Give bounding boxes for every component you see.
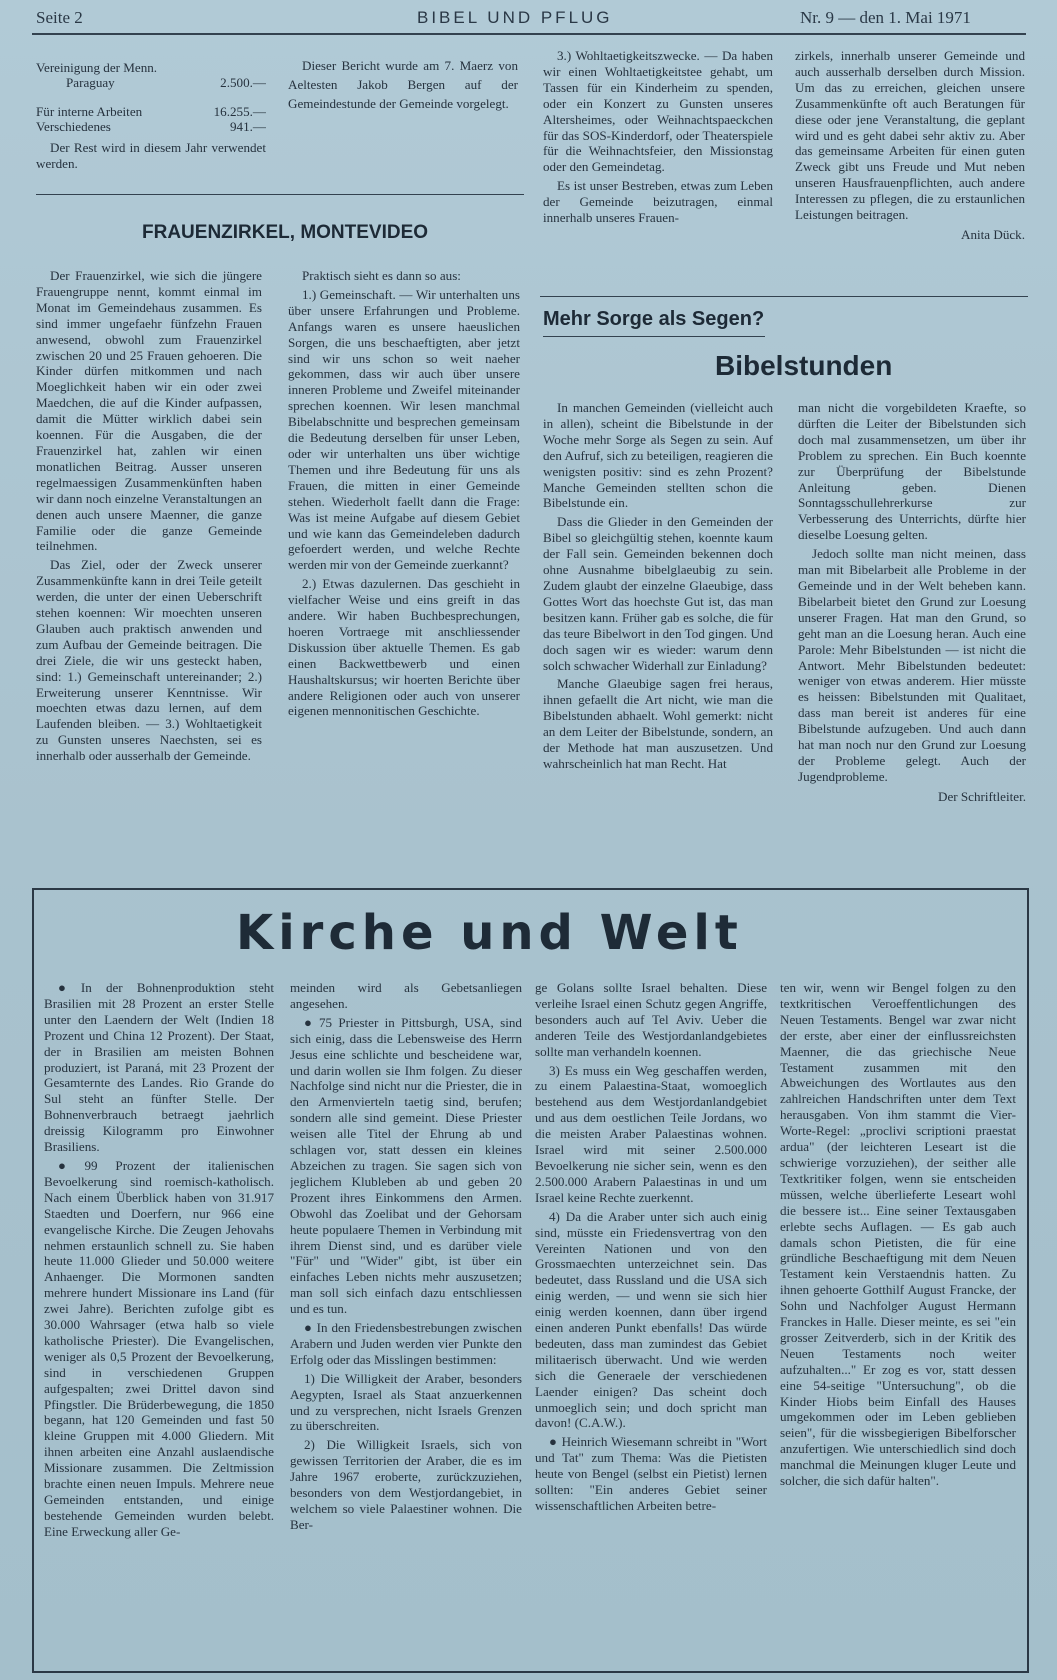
bibelstunden-heading: Bibelstunden [715,350,893,381]
issue-date: Nr. 9 — den 1. Mai 1971 [800,8,971,27]
sorge-column-2: man nicht die vorgebildeten Kraefte, so dürften die Leiter der Bibelstunden sich doch mal zusammensetzen, um über ihr Problem zu sprechen. Ein Buch koennte zur Überprüfung der Bibelstunde Anleitung geben. Dienen Sonntagsschullehrerkurse zur Verbesserung des Unterrichts, dürfte hier dieselbe Loesung gelten. Jedoch sollte man nicht meinen, dass man mit Bibelarbeit alle Probleme in der Gemeinde und in der Welt beheben kann. Bibelarbeit bietet den Grund zur Loesung unserer Fragen. Hat man den Grund, so geht man an die Loesung heran. Auch eine Parole: Mehr Bibelstunden — ist nicht die Antwort. Mehr Bibelstunden bedeutet: weniger von etwas anderem. Hier müsste es heissen: Bibelstunden mit Qualitaet, dass man bereit ist anderes für eine Bibelstunde aufzugeben. Und auch dann hat man noch nur den Grund zur Loesung der Probleme gelegt. Auch der Jugendprobleme. Der Schriftleiter. [798,400,1026,804]
frauenzirkel-column-1: Der Frauenzirkel, wie sich die jüngere Frauengruppe nennt, kommt einmal im Monat im Gemeindehaus zusammen. Es sind immer ungefaehr fünfzehn Frauen anwesend, obwohl zum Frauenzirkel zwischen 20 und 25 Frauen gehoeren. Die Kinder dürfen mitkommen und nach Moeglichkeit haben wir ein oder zwei Maedchen, die auf die Kinder aufpassen, damit die Mütter wirklich dabei sein koennen. Für die Ausgaben, die der Frauenzirkel hat, zahlen wir einen monatlichen Beitrag. Ausser unseren regelmaessigen Zusammenkünften haben wir dann noch einzelne Veranstaltungen an denen auch unsere Maenner, die ganze Familie oder die ganze Gemeinde teilnehmen. Das Ziel, oder der Zweck unserer Zusammenkünfte kann in drei Teile geteilt werden, die unter der einen Ueberschrift stehen koennen: Wir moechten unseren Glauben auch praktisch anwenden und zum Aufbau der Gemeinde beitragen. Die drei Ziele, die wir uns gesteckt haben, sind: 1.) Gemeinschaft untereinander; 2.) Erweiterung unserer Kenntnisse. Wir moechten etwas dazu lernen, auf dem Laufenden bleiben. — 3.) Wohltaetigkeit zu Gunsten unseres Naechsten, sei es innerhalb oder ausserhalb der Gemeinde. [36,268,262,764]
editor-signature: Der Schriftleiter. [938,788,1026,804]
frauenzirkel-column-2: Praktisch sieht es dann so aus: 1.) Gemeinschaft. — Wir unterhalten uns über unsere Erfahrungen und Probleme. Anfangs waren es unsere haeuslichen Sorgen, die uns beschaeftigten, aber jetzt sind wir uns schon so weit naeher gekommen, dass wir auch über unsere inneren Probleme und Zweifel miteinander sprechen koennen. Wir lesen manchmal Bibelabschnitte und besprechen gemeinsam die Bedeutung derselben für unser Leben, oder wir unterhalten uns über wichtige Themen und ihre Bedeutung für uns als Frauen, die mitten in einer Gemeinde stehen. Wiederholt faellt dann die Frage: Was ist meine Aufgabe auf diesem Gebiet und wie kann das Gemeindeleben dadurch gefoerdert werden, und welche Rechte werden mir von der Gemeinde zuerkannt? 2.) Etwas dazulernen. Das geschieht in vielfacher Weise und eins greift in das andere. Wir haben Buchbesprechungen, hoeren Vortraege mit anschliessender Diskussion über aktuelle Themen. Es gab einen Backwettbewerb und einen Haushaltskursus; wir hoerten Berichte über andere Religionen oder auch von unserer eigenen mennonitischen Geschichte. [288,268,520,719]
kuw-column-4: ten wir, wenn wir Bengel folgen zu den textkritischen Veroeffentlichungen des Neuen Testaments. Bengel war zwar nicht der erste, aber einer der einflussreichsten Maenner, die das griechische Neue Testament zusammen mit den Abweichungen des Wortlautes aus den zahlreichen Handschriften unter dem Text herausgaben. Von ihm stammt die Vier-Worte-Regel: „proclivi scriptioni praestat ardua" (der leichteren Leseart ist die schwierige vorzuziehen), der seither alle Textkritiker folgen, wenn sie entscheiden müssen, welche überlieferte Leseart wohl die bessere ist... Eine seiner Textausgaben erlebte sechs Auflagen. — Es gab auch damals schon Pietisten, die für eine gründliche Beschaeftigung mit dem Neuen Testament kein Verstaendnis hatten. Zu ihnen gehoerte Gotthilf August Francke, der Sohn und Nachfolger August Hermann Franckes in Halle. Dieser meinte, es sei "ein grosser Zeitverderb, sich in der Kritik des Neuen Testaments noch weiter aufzuhalten..." Er zog es vor, statt dessen eine 54-seitige "Untersuchung", ob die Kinder Hiobs beim Einfall des Hauses umgekommen oder im Leben geblieben seien", für die wissbegierigen Bibelforscher anzufertigen. Wie unterschiedlich sind doch manchmal die Meinungen kluger Leute und solcher, die sich dafür halten". [780,980,1016,1489]
kuw-column-2: meinden wird als Gebetsanliegen angesehen. ● 75 Priester in Pittsburgh, USA, sind sich einig, dass die Lebensweise des Herrn Jesus eine schlichte und bescheidene war, und darin wollen sie Ihm folgen. Zu dieser Nachfolge sind nicht nur die Priester, die in den Armenvierteln taetig sind, berufen; sondern alle sind gemeint. Diese Priester weisen alle Titel der Ehrung ab und schlagen vor, statt dessen ein kleines Abzeichen zu tragen. Sie sagen sich von jeglichem Klubleben ab und geben 20 Prozent ihres Einkommens den Armen. Obwohl das Zoelibat und der Gehorsam heute populaere Themen in Verbindung mit ihrem Dienst sind, und es darüber viele "Für" und "Wider" gibt, ist über ein einfaches Leben nichts mehr auszusetzen; man soll sich einfach dazu entschliessen und es tun. ● In den Friedensbestrebungen zwischen Arabern und Juden werden vier Punkte den Erfolg oder das Misslingen bestimmen: 1) Die Willigkeit der Araber, besonders Aegypten, Israel als Staat anzuerkennen und zu versprechen, nicht Israels Grenzen zu überschreiten. 2) Die Willigkeit Israels, sich von gewissen Territorien der Araber, die es im Jahre 1967 eroberte, zurückzuziehen, besonders von dem Westjordangebiet, in welchem so viele Palaestiner wohnen. Die Ber- [290,980,522,1532]
finance-row: Für interne Arbeiten 16.255.— [36,104,266,119]
finance-row: Paraguay 2.500.— [66,75,266,90]
circle-continuation: zirkels, innerhalb unserer Gemeinde und auch ausserhalb derselben durch Mission. Um das zu erreichen, gleichen unsere Zusammenkünfte oft auch Beratungen für diese oder jene Veranstaltung, die geplant wird und es geht dabei sehr aktiv zu. Aber das gemeinsame Arbeiten für einen guten Zweck gibt uns Freude und Mut neben unseren Hausfrauenpflichten, auch andere Interessen zu pflegen, die zu erstaunlichen Leistungen beitragen. Anita Dück. [795,48,1025,242]
sorge-column-1: In manchen Gemeinden (vielleicht auch in allen), scheint die Bibelstunde in der Woche mehr Sorge als Segen zu sein. Auf den Aufruf, sich zu beteiligen, reagieren die wenigsten positiv: sind es zehn Prozent? Manche Gemeinden stellten schon die Bibelstunde ein. Dass die Glieder in den Gemeinden der Bibel so gleichgültig stehen, koennte kaum der Fall sein. Gemeinden bekennen doch ohne Ausnahme bibelglaeubig zu sein. Zudem glaubt der einzelne Glaeubige, dass Gottes Wort das hoechste Gut ist, das man besitzen kann. Früher gab es solche, die für das teure Bibelwort in den Tod gingen. Und doch sagen wir es wieder: warum denn solch schwacher Widerhall zur Einladung? Manche Glaeubige sagen frei heraus, ihnen gefaellt die Art nicht, wie man die Bibelstunden abhaelt. Wohl gemerkt: nicht an dem Leiter der Bibelstunde, sondern, an der Methode hat man auszusetzen. Und wahrscheinlich hat man Recht. Hat [543,400,773,771]
newspaper-title: BIBEL UND PFLUG [417,8,613,27]
heading-underline [543,336,765,337]
header-rule [32,33,1026,35]
bullet-icon: ● [304,1320,313,1336]
section-rule [540,296,1028,297]
bullet-icon: ● [304,1014,315,1030]
frauenzirkel-heading: FRAUENZIRKEL, MONTEVIDEO [142,222,429,243]
finance-block [36,60,266,185]
charity-continuation: 3.) Wohltaetigkeitszwecke. — Da haben wir einen Wohltaetigkeitstee gehabt, um Tassen für ein Kinderheim zu spenden, oder ein Konzert zu Gunsten unseres Altersheimes, oder Weihnachtspaeckchen für das SOS-Kinderdorf, oder Theaterspiele für die Weihnachtsfeier, den Missionstag oder den Gemeindetag. Es ist unser Bestreben, etwas zum Leben der Gemeinde beizutragen, einmal innerhalb unseres Frauen- [543,48,773,226]
finance-row: Vereinigung der Menn. [36,60,158,75]
bullet-icon: ● [549,1434,558,1450]
bullet-icon: ● [58,1157,81,1173]
bullet-icon: ● [58,980,77,995]
kuw-column-1: ● In der Bohnenproduktion steht Brasilien mit 28 Prozent an erster Stelle unter den Laendern der Welt (Indien 18 Prozent und China 12 Prozent). Der Staat, der in Brasilien am meisten Bohnen produziert, ist Paraná, mit 23 Prozent der Gesamternte des Landes. Rio Grande do Sul steht an fünfter Stelle. Der Bohnenverbrauch betraegt jaehrlich dreissig Kilogramm pro Einwohner Brasiliens. ● 99 Prozent der italienischen Bevoelkerung sind roemisch-katholisch. Nach einem Überblick haben von 31.917 Staedten und Doerfern, nur 966 eine evangelische Kirche. Die Zeugen Jehovahs nehmen erstaunlich schnell zu. Sie haben heute 11.000 Glieder und 50.000 weitere Anhaenger. Die Mormonen sandten mehrere hundert Missionare ins Land (für zwei Jahre). Berichten zufolge gibt es 30.000 Wahrsager (etwa halb so viele katholische Priester). Die Evangelischen, weniger als 0,5 Prozent der Bevoelkerung, sind in verschiedenen Gruppen aufgespalten; zwei Drittel davon sind Pfingstler. Die Brüderbewegung, die 1850 begann, hat 120 Gemeinden und fast 50 kleine Gruppen mit 4.000 Gliedern. Mit ihnen arbeiten eine Anzahl auslaendische Missionare zusammen. Die Zeltmission brachte einen neuen Impuls. Mehrere neue Gemeinden entstanden, und einige bestehende Gemeinden wurden belebt. Eine Erweckung aller Ge- [44,980,274,1539]
finance-rest-text: Der Rest wird in diesem Jahr verwendet werden. [36,140,266,171]
section-rule [36,194,524,195]
sorge-heading: Mehr Sorge als Segen? [543,308,765,330]
report-note: Dieser Bericht wurde am 7. Maerz von Aeltesten Jakob Bergen auf der Gemeindestunde der Gemeinde vorgelegt. [288,58,518,111]
finance-row: Verschiedenes 941.— [36,119,266,134]
author-signature: Anita Dück. [961,226,1025,242]
page-number: Seite 2 [36,8,83,27]
kirche-und-welt-heading: Kirche und Welt [236,905,743,961]
kuw-column-3: ge Golans sollte Israel behalten. Diese verleihe Israel einen Schutz gegen Angriffe, besonders auch auf Tel Aviv. Ueber die anderen Teile des Westjordanlandgebietes sollte man verhandeln koennen. 3) Es muss ein Weg geschaffen werden, zu einem Palaestina-Staat, womoeglich bestehend aus dem Westjordanlandgebiet und aus dem oestlichen Teile Jordans, wo die meisten Araber Palaestinas wohnen. Israel wird mit seiner 2.500.000 Bevoelkerung nie sicher sein, wenn es den 2.500.000 Arabern Palaestinas in und um Israel keine Rechte zuerkennt. 4) Da die Araber unter sich auch einig sind, müsste ein Friedensvertrag von den Vereinten Nationen und von den Grossmaechten unterzeichnet sein. Das bedeutet, dass Russland und die USA sich einig werden, — und wenn sie sich hier einig werden koennen, dann über irgend einen anderen Punkt ebenfalls! Das würde bedeuten, dass man zumindest das Gebiet militaerisch überwacht. Und wie werden sich die Generaele der verschiedenen Laender einigen? Das scheint doch unmoeglich sein; und doch spricht man davon! (C.A.W.). ● Heinrich Wiesemann schreibt in "Wort und Tat" zum Thema: Was die Pietisten heute von Bengel (selbst ein Pietist) lernen sollten: "Ein anderes Gebiet seiner wissenschaftlichen Arbeiten betre- [535,980,767,1513]
